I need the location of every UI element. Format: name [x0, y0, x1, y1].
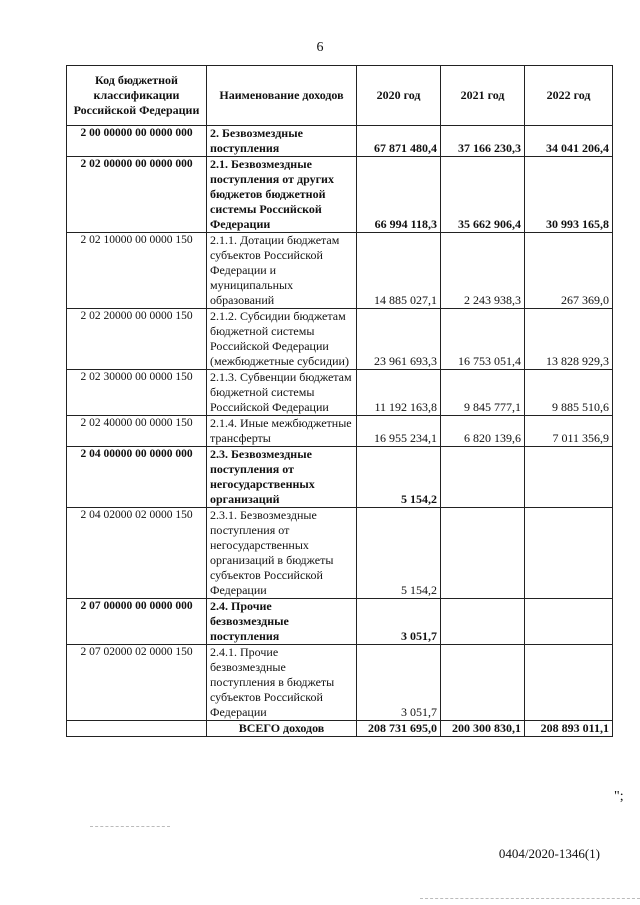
row-value-2021: [441, 599, 525, 645]
row-code: 2 00 00000 00 0000 000: [67, 126, 207, 157]
row-value-2022: [525, 447, 613, 508]
row-value-2020: 16 955 234,1: [357, 416, 441, 447]
row-name: 2.1.4. Иные межбюджетные трансферты: [207, 416, 357, 447]
revenue-table: [66, 65, 613, 737]
row-code: 2 07 02000 02 0000 150: [67, 645, 207, 721]
table-row: [67, 157, 613, 233]
row-value-2020: 67 871 480,4: [357, 126, 441, 157]
row-value-2021: 35 662 906,4: [441, 157, 525, 233]
row-value-2020: 66 994 118,3: [357, 157, 441, 233]
scan-artifact-line: [90, 826, 170, 827]
header-name: Наименование доходов: [207, 66, 357, 126]
row-value-2021: 2 243 938,3: [441, 233, 525, 309]
row-value-2022: [525, 508, 613, 599]
row-value-2022: 34 041 206,4: [525, 126, 613, 157]
row-name: 2.1. Безвозмездные поступления от других бюджетов бюджетной системы Российской Федерации: [207, 157, 357, 233]
total-value-2021: 200 300 830,1: [441, 721, 525, 737]
row-name: 2.3. Безвозмездные поступления от негосударственных организаций: [207, 447, 357, 508]
row-name: 2.1.1. Дотации бюджетам субъектов Российской Федерации и муниципальных образований: [207, 233, 357, 309]
total-value-2020: 208 731 695,0: [357, 721, 441, 737]
row-code: 2 04 00000 00 0000 000: [67, 447, 207, 508]
row-value-2020: 23 961 693,3: [357, 309, 441, 370]
header-code: Код бюджетной классификации Российской Федерации: [67, 66, 207, 126]
row-code: 2 02 20000 00 0000 150: [67, 309, 207, 370]
row-name: 2.1.2. Субсидии бюджетам бюджетной системы Российской Федерации (межбюджетные субсидии): [207, 309, 357, 370]
closing-quote-mark: ";: [614, 789, 624, 804]
row-value-2020: 5 154,2: [357, 508, 441, 599]
table-row: [67, 447, 613, 508]
row-name: 2.1.3. Субвенции бюджетам бюджетной системы Российской Федерации: [207, 370, 357, 416]
table-row: [67, 645, 613, 721]
row-name: 2.4. Прочие безвозмездные поступления: [207, 599, 357, 645]
row-code: [67, 721, 207, 737]
table-row: [67, 599, 613, 645]
header-2020: 2020 год: [357, 66, 441, 126]
header-2022: 2022 год: [525, 66, 613, 126]
table-row: [67, 126, 613, 157]
table-header-row: [67, 66, 613, 126]
row-code: 2 02 30000 00 0000 150: [67, 370, 207, 416]
total-value-2022: 208 893 011,1: [525, 721, 613, 737]
row-value-2020: 11 192 163,8: [357, 370, 441, 416]
row-value-2021: [441, 508, 525, 599]
header-2021: 2021 год: [441, 66, 525, 126]
row-value-2020: 5 154,2: [357, 447, 441, 508]
row-value-2022: 30 993 165,8: [525, 157, 613, 233]
row-value-2020: 3 051,7: [357, 645, 441, 721]
scan-artifact-line: [420, 898, 640, 899]
row-value-2021: [441, 645, 525, 721]
document-number: 0404/2020-1346(1): [498, 846, 600, 861]
table-row: [67, 309, 613, 370]
table-row: [67, 416, 613, 447]
row-value-2022: [525, 599, 613, 645]
row-name: 2.3.1. Безвозмездные поступления от негосударственных организаций в бюджеты субъектов Российской Федерации: [207, 508, 357, 599]
row-value-2021: 16 753 051,4: [441, 309, 525, 370]
row-value-2021: 37 166 230,3: [441, 126, 525, 157]
row-value-2022: [525, 645, 613, 721]
row-name: 2. Безвозмездные поступления: [207, 126, 357, 157]
row-value-2021: [441, 447, 525, 508]
row-value-2020: 14 885 027,1: [357, 233, 441, 309]
row-value-2022: 267 369,0: [525, 233, 613, 309]
row-value-2022: 9 885 510,6: [525, 370, 613, 416]
row-name: 2.4.1. Прочие безвозмездные поступления в бюджеты субъектов Российской Федерации: [207, 645, 357, 721]
row-code: 2 02 40000 00 0000 150: [67, 416, 207, 447]
table-row: [67, 508, 613, 599]
row-code: 2 04 02000 02 0000 150: [67, 508, 207, 599]
row-value-2022: 13 828 929,3: [525, 309, 613, 370]
row-value-2021: 9 845 777,1: [441, 370, 525, 416]
row-code: 2 02 10000 00 0000 150: [67, 233, 207, 309]
total-row: [67, 721, 613, 737]
row-code: 2 07 00000 00 0000 000: [67, 599, 207, 645]
row-value-2020: 3 051,7: [357, 599, 441, 645]
row-code: 2 02 00000 00 0000 000: [67, 157, 207, 233]
table-row: [67, 370, 613, 416]
page-number: 6: [316, 40, 324, 55]
table-row: [67, 233, 613, 309]
row-value-2022: 7 011 356,9: [525, 416, 613, 447]
total-label: ВСЕГО доходов: [207, 721, 357, 737]
row-value-2021: 6 820 139,6: [441, 416, 525, 447]
